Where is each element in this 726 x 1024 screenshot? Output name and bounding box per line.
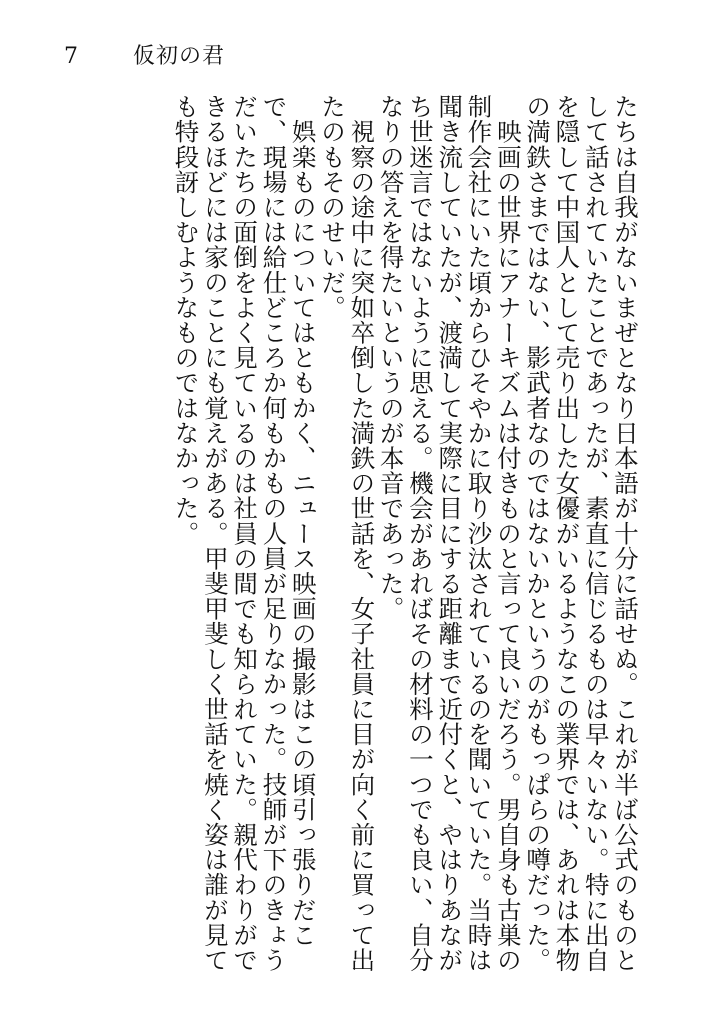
page-number: 7 [64,44,78,69]
paragraph-4: 娯楽ものについてはともかく、ニュース映画の撮影はこの頃引っ張りだこで、現場には給仕どころか何もかもの人員が足りなかった。技師が下のきょうだいたちの面倒をよく見ているのは社員の間でも知られていた。親代わりができるほどには家のことにも覚えがある。甲斐甲斐しく世話を焼く姿は誰が見ても特段訝しむようなものではなかった。 [171,94,318,973]
paragraph-1: たちは自我がないまぜとなり日本語が十分に話せぬ。これが半ば公式のものとして話されていたことであったが、素直に信じるものは早々いない。特に出自を隠して中国人として売り出した女優がいるようなこの業界では、あれは本物の満鉄さまではない、影武者なのではないかというのがもっぱらの噂だった。 [523,94,640,973]
paragraph-2: 映画の世界にアナーキズムは付きものと言って良いだろう。男自身も古巣の制作会社にいた頃からひそやかに取り沙汰されているのを聞いていた。当時は聞き流していたが、渡満して実際に目にする距離まで近付くと、やはりあながち世迷言ではないように思える。機会があればその材料の一つでも良い、自分なりの答えを得たいというのが本音であった。 [376,94,523,973]
paragraph-3: 視察の途中に突如卒倒した満鉄の世話を、女子社員に目が向く前に買って出たのもそのせいだ。 [318,94,377,973]
body-text [110,94,640,979]
running-title: 仮初の君 [133,44,226,69]
